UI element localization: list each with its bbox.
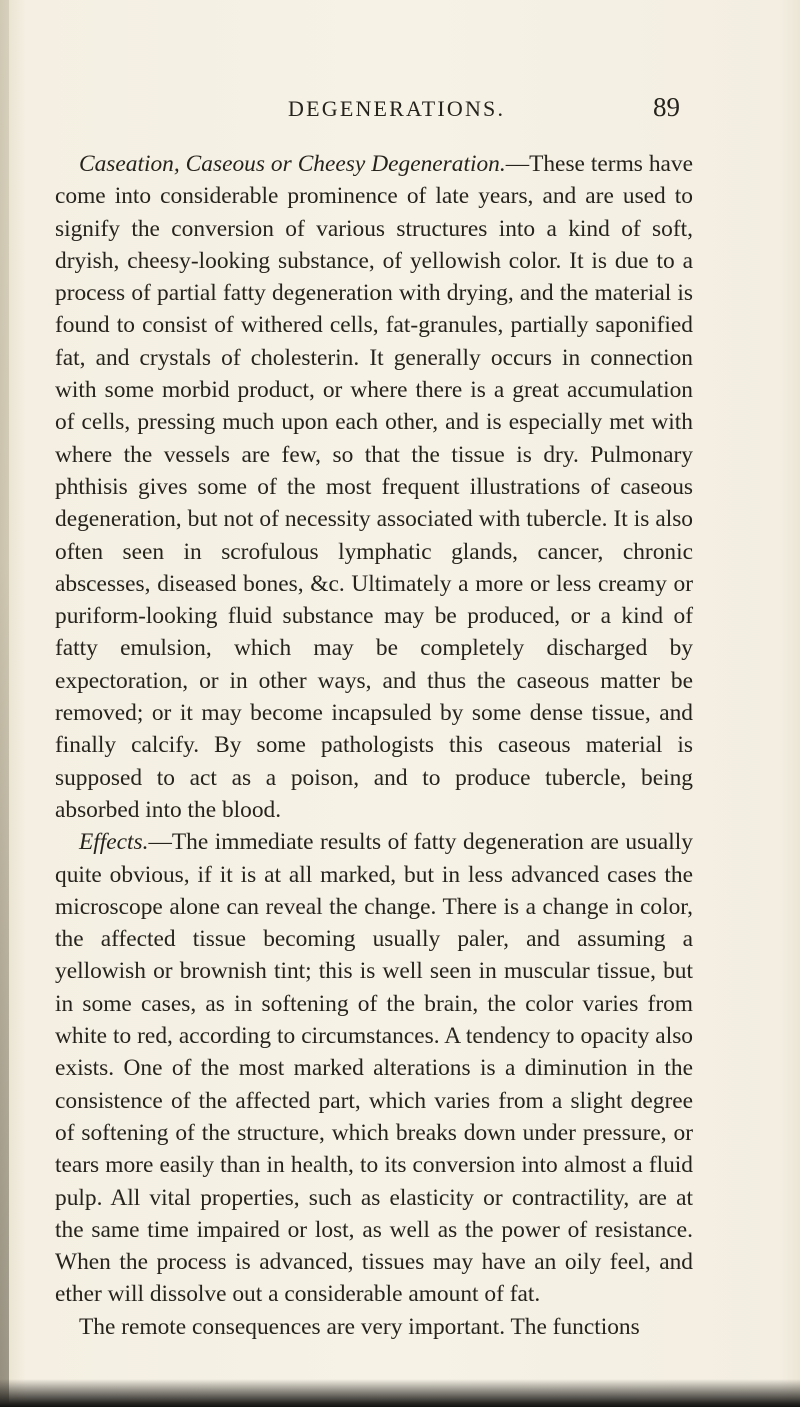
body-text bbox=[55, 148, 693, 1343]
paragraph-text: —These terms have come into considerable prominence of late years, and are used to signify the conversion of various structures into a kind of soft, dryish, cheesy-looking substance, of yellowish color. It is due to a process of partial fatty degeneration with drying, and the material is found to consist of withered cells, fat-granules, partially saponified fat, and crystals of cholesterin. It generally occurs in connection with some morbid product, or where there is a great accumulation of cells, pressing much upon each other, and is especially met with where the vessels are few, so that the tissue is dry. Pulmonary phthisis gives some of the most frequent illustrations of caseous degeneration, but not of necessity associated with tubercle. It is also often seen in scrofulous lymphatic glands, cancer, chronic abscesses, diseased bones, &c. Ultimately a more or less creamy or puriform-looking fluid substance may be produced, or a kind of fatty emulsion, which may be completely discharged by expectoration, or in other ways, and thus the caseous matter be removed; or it may become incapsuled by some dense tissue, and finally calcify. By some pathologists this caseous material is supposed to act as a poison, and to produce tubercle, being absorbed into the blood. bbox=[55, 151, 693, 823]
paragraph-lead: Caseation, Caseous or Cheesy Degeneration. bbox=[79, 151, 506, 177]
binding-gutter bbox=[0, 0, 9, 1407]
page-header bbox=[0, 92, 800, 136]
paragraph-remote-consequences bbox=[55, 1311, 693, 1343]
paragraph-caseation bbox=[55, 148, 693, 826]
paragraph-effects bbox=[55, 826, 693, 1310]
paragraph-text: —The immediate results of fatty degeneration are usually quite obvious, if it is at all marked, but in less advanced cases the microscope alone can reveal the change. There is a change in color, the affected tissue becoming usually paler, and assuming a yellowish or brownish tint; this is well seen in muscular tissue, but in some cases, as in softening of the brain, the color varies from white to red, according to circumstances. A tendency to opacity also exists. One of the most marked alterations is a diminution in the consistence of the affected part, which varies from a slight degree of softening of the structure, which breaks down under pressure, or tears more easily than in health, to its conversion into almost a fluid pulp. All vital properties, such as elasticity or contractility, are at the same time impaired or lost, as well as the power of resistance. When the process is advanced, tissues may have an oily feel, and ether will dissolve out a considerable amount of fat. bbox=[55, 829, 693, 1308]
page-bottom-edge bbox=[0, 1379, 800, 1407]
paragraph-lead: Effects. bbox=[79, 829, 149, 856]
page-number: 89 bbox=[653, 92, 680, 122]
running-head: DEGENERATIONS. bbox=[288, 96, 506, 121]
paragraph-text: The remote consequences are very important. The functions bbox=[79, 1313, 640, 1340]
